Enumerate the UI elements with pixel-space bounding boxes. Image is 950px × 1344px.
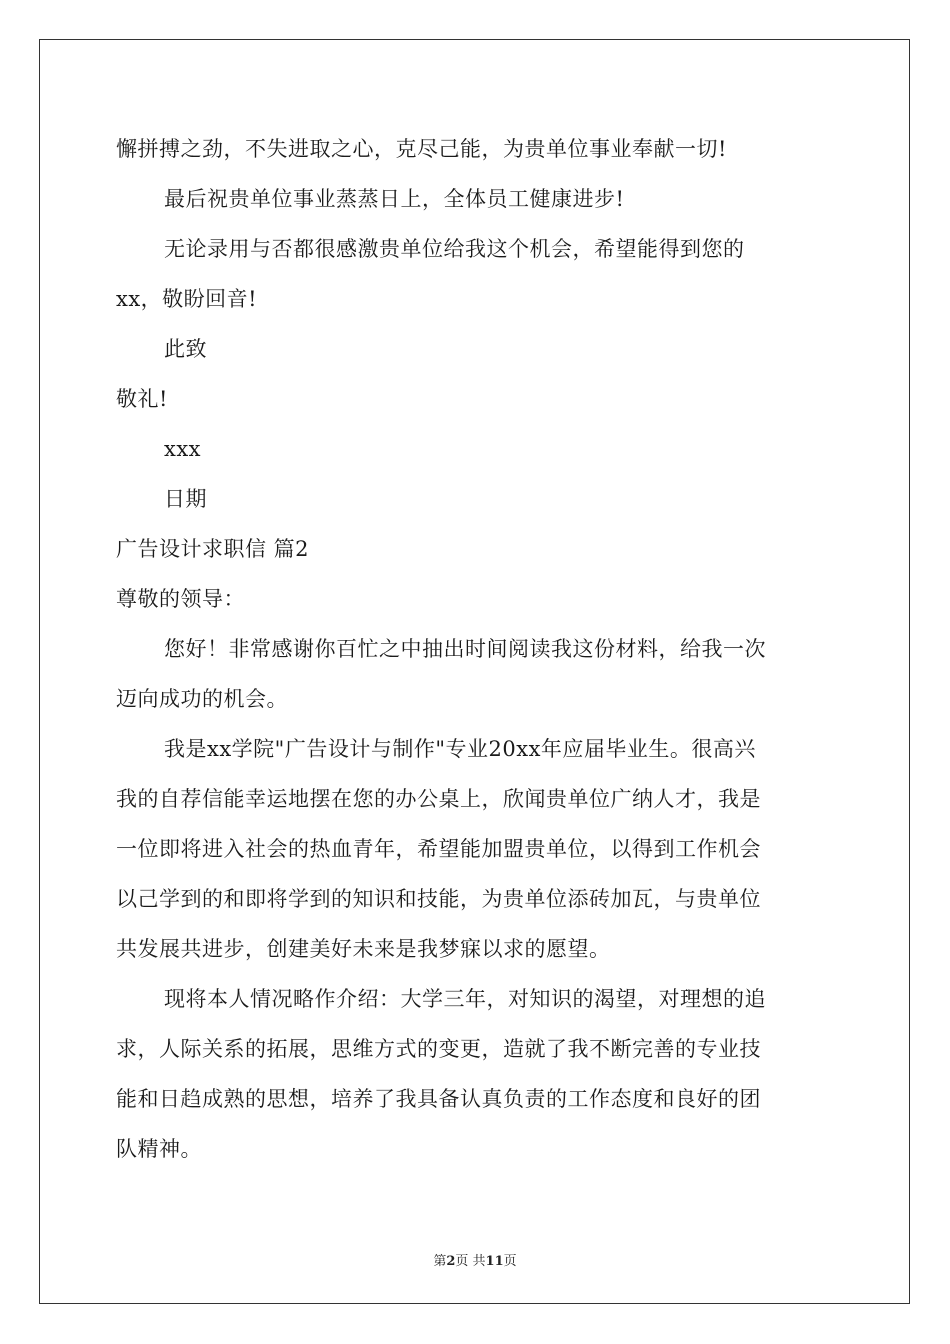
- signature-line: xxx: [164, 437, 202, 461]
- paragraph-line: xx，敬盼回音!: [116, 287, 258, 311]
- salutation-line: 敬礼!: [116, 387, 168, 411]
- paragraph-line: 我是xx学院"广告设计与制作"专业20xx年应届毕业生。很高兴: [164, 737, 756, 761]
- paragraph-line: 能和日趋成熟的思想，培养了我具备认真负责的工作态度和良好的团: [116, 1087, 761, 1111]
- paragraph-line: 无论录用与否都很感激贵单位给我这个机会，希望能得到您的: [164, 237, 745, 261]
- paragraph-line: 一位即将进入社会的热血青年，希望能加盟贵单位，以得到工作机会: [116, 837, 761, 861]
- footer-middle: 页 共: [455, 1254, 486, 1269]
- closing-line: 此致: [164, 337, 207, 361]
- paragraph-line: 共发展共进步，创建美好未来是我梦寐以求的愿望。: [116, 937, 611, 961]
- greeting-line: 尊敬的领导：: [116, 587, 245, 611]
- paragraph-line: 迈向成功的机会。: [116, 687, 288, 711]
- paragraph-line: 懈拼搏之劲，不失进取之心，克尽己能，为贵单位事业奉献一切!: [116, 137, 727, 161]
- page-border: [39, 39, 910, 1304]
- paragraph-line: 求，人际关系的拓展，思维方式的变更，造就了我不断完善的专业技: [116, 1037, 761, 1061]
- footer-prefix: 第: [433, 1254, 447, 1269]
- paragraph-line: 队精神。: [116, 1137, 202, 1161]
- section-heading: 广告设计求职信 篇2: [116, 537, 310, 561]
- paragraph-line: 最后祝贵单位事业蒸蒸日上，全体员工健康进步!: [164, 187, 625, 211]
- date-line: 日期: [164, 487, 207, 511]
- paragraph-line: 我的自荐信能幸运地摆在您的办公桌上，欣闻贵单位广纳人才，我是: [116, 787, 761, 811]
- footer-suffix: 页: [503, 1254, 517, 1269]
- paragraph-line: 以己学到的和即将学到的知识和技能，为贵单位添砖加瓦，与贵单位: [116, 887, 761, 911]
- total-page-number: 11: [485, 1254, 504, 1269]
- current-page-number: 2: [446, 1254, 456, 1269]
- paragraph-line: 您好！非常感谢你百忙之中抽出时间阅读我这份材料，给我一次: [164, 637, 766, 661]
- page-footer: [0, 1250, 950, 1269]
- paragraph-line: 现将本人情况略作介绍：大学三年，对知识的渴望，对理想的追: [164, 987, 766, 1011]
